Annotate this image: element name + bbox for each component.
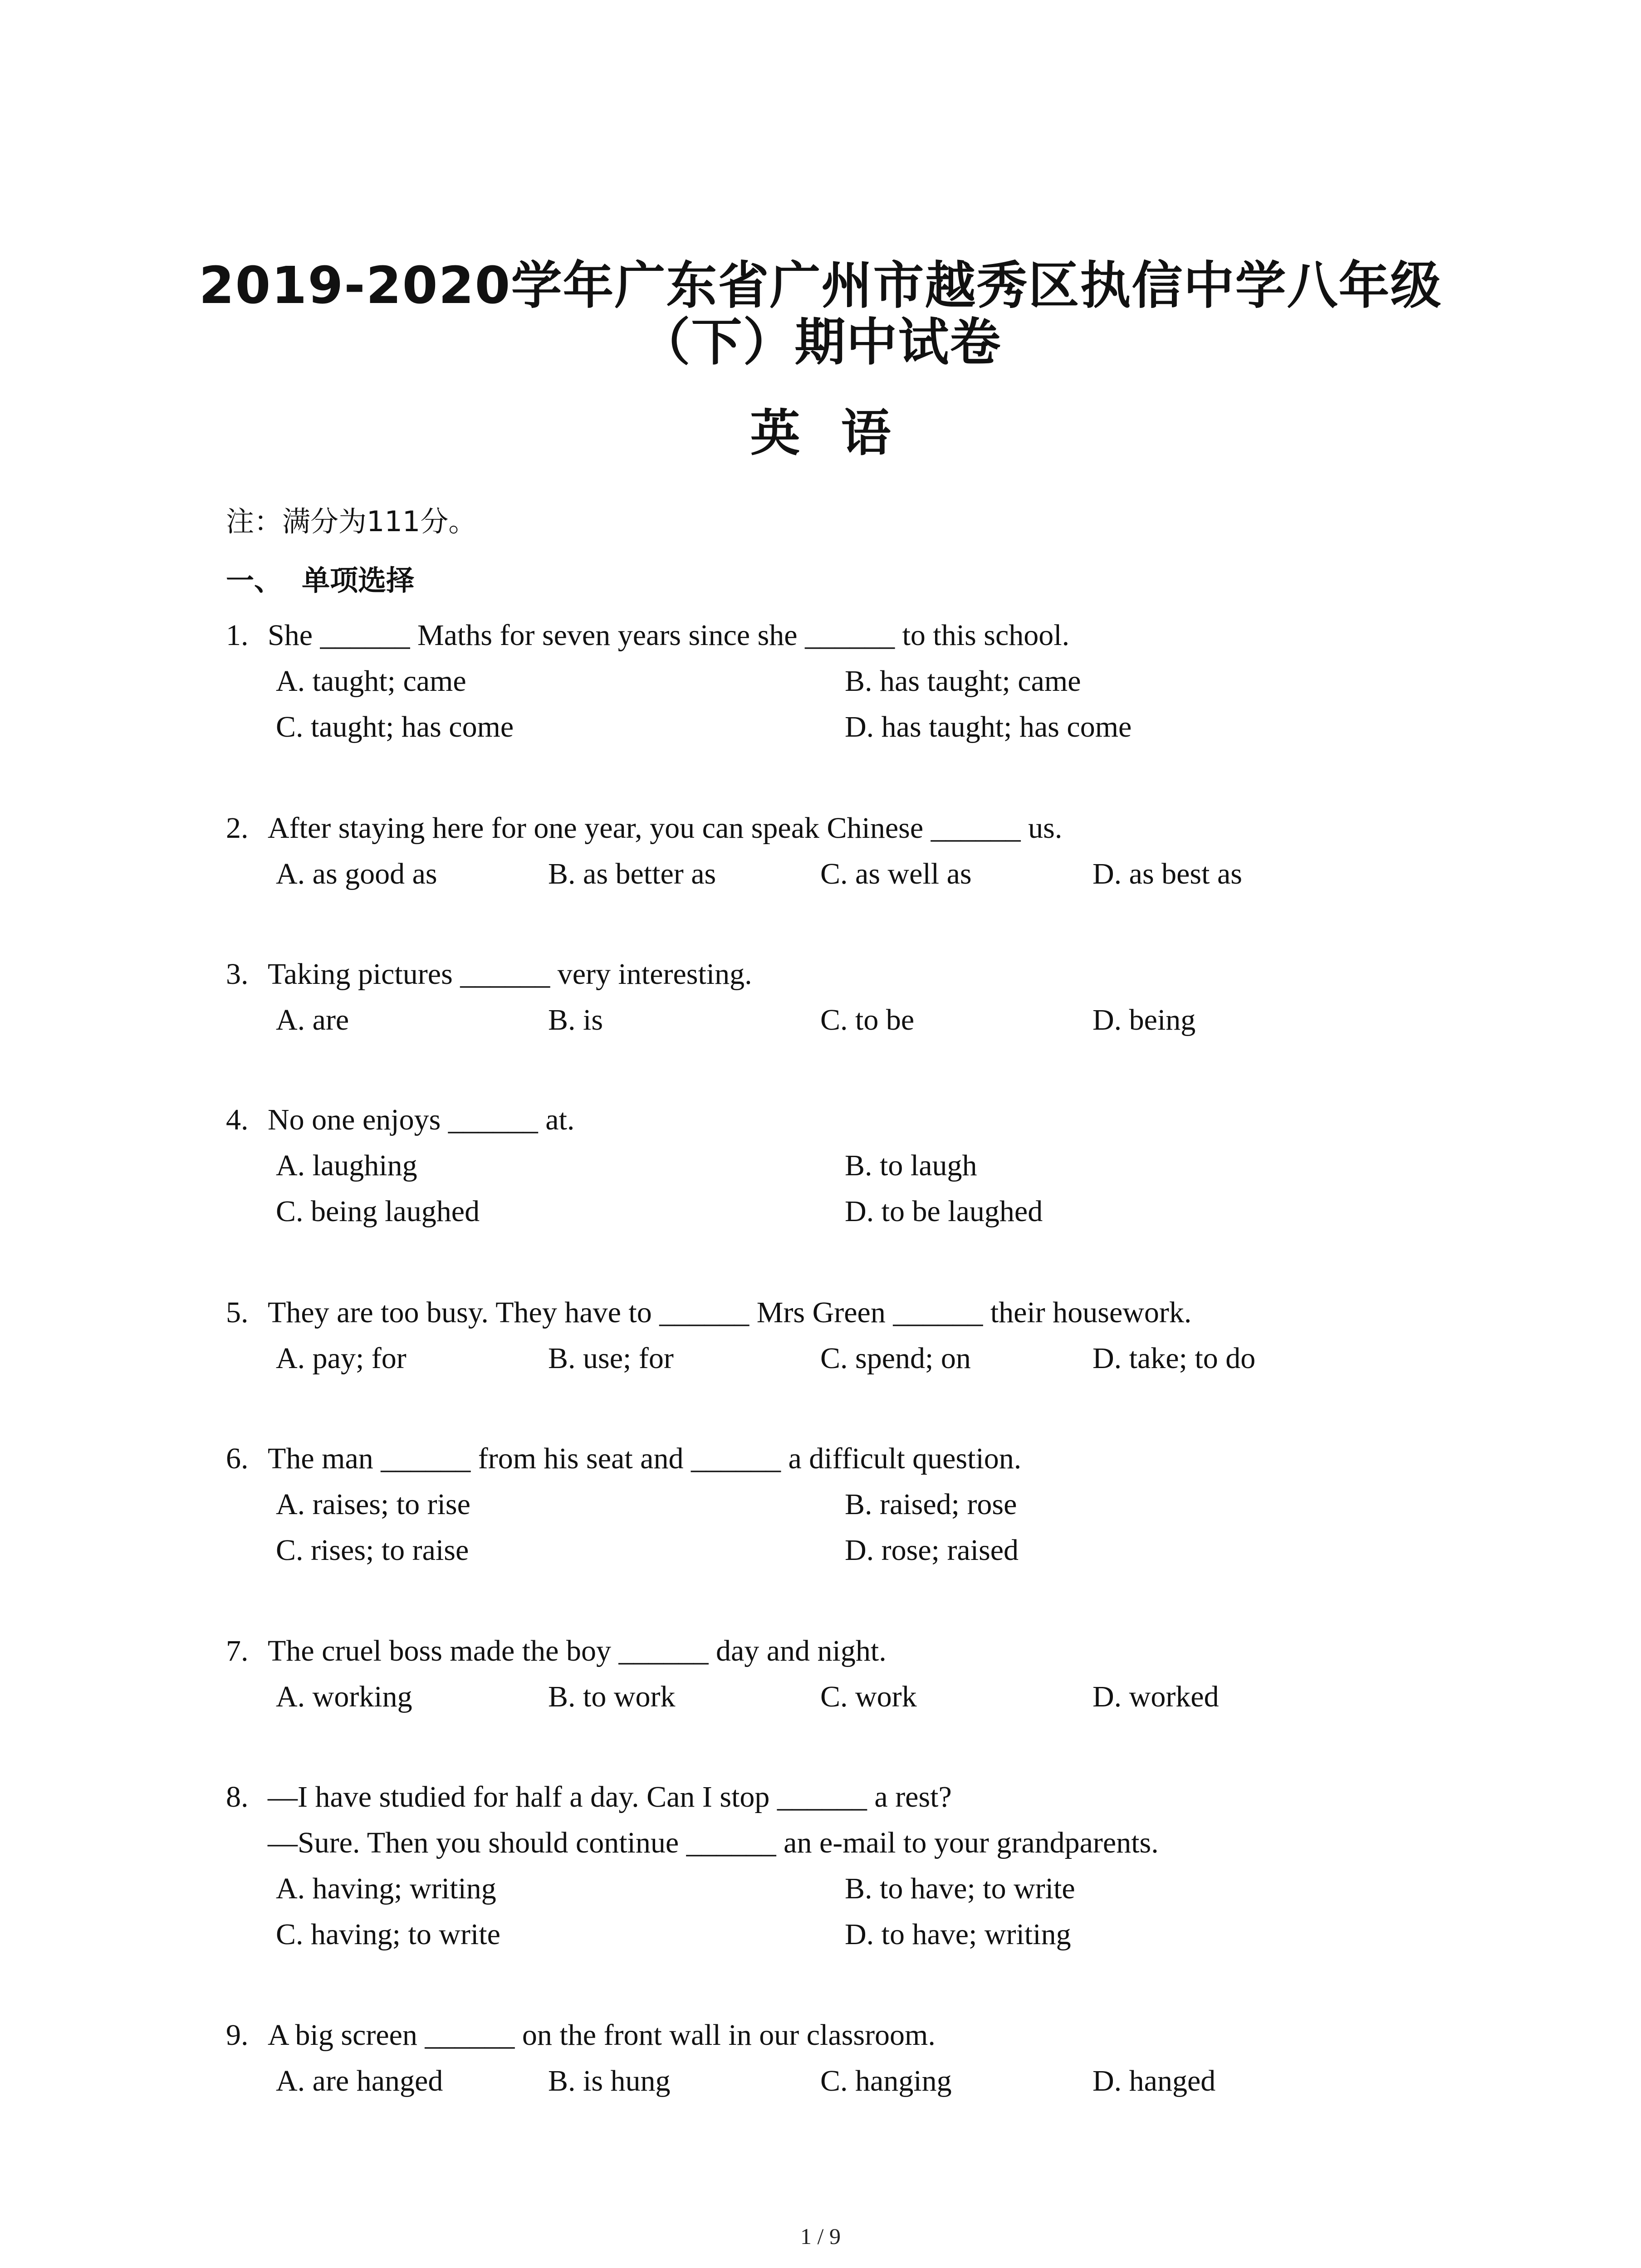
option-d: D. as best as (1092, 857, 1242, 890)
option-c: C. being laughed (276, 1195, 480, 1228)
option-b: B. to laugh (845, 1149, 977, 1182)
question-2 (226, 805, 1451, 897)
page-number: 1 / 9 (800, 2224, 841, 2249)
option-c: C. work (820, 1680, 917, 1713)
question-5 (226, 1290, 1451, 1381)
question-number: 4. (226, 1103, 249, 1136)
question-7 (226, 1628, 1451, 1720)
options-grid (226, 1481, 1451, 1573)
question-8 (226, 1774, 1451, 1957)
option-b: B. use; for (548, 1342, 674, 1375)
question-3 (226, 951, 1451, 1043)
question-number: 3. (226, 958, 249, 991)
options-grid (226, 2058, 1451, 2104)
option-d: D. rose; raised (845, 1534, 1019, 1567)
option-a: A. as good as (276, 857, 437, 890)
option-c: C. to be (820, 1003, 915, 1036)
options-grid (226, 997, 1451, 1043)
question-number: 5. (226, 1296, 249, 1329)
options-grid (226, 1674, 1451, 1720)
option-b: B. has taught; came (845, 665, 1081, 698)
subject-heading: 英语 (750, 404, 932, 462)
question-stem: The man ______ from his seat and ______ a difficult question. (268, 1442, 1022, 1475)
option-d: D. worked (1092, 1680, 1219, 1713)
option-c: C. taught; has come (276, 710, 514, 743)
option-d: D. to have; writing (845, 1918, 1071, 1951)
option-c: C. spend; on (820, 1342, 971, 1375)
question-stem: Taking pictures ______ very interesting. (268, 958, 752, 991)
option-a: A. raises; to rise (276, 1488, 470, 1521)
option-d: D. take; to do (1092, 1342, 1256, 1375)
section-heading: 一、 单项选择 (226, 564, 415, 597)
question-number: 7. (226, 1634, 249, 1667)
option-a: A. taught; came (276, 665, 466, 698)
question-stem-reply: —Sure. Then you should continue ______ an e-mail to your grandparents. (268, 1826, 1159, 1859)
question-1 (226, 612, 1451, 750)
option-c: C. hanging (820, 2064, 952, 2097)
question-stem: No one enjoys ______ at. (268, 1103, 575, 1136)
option-c: C. rises; to raise (276, 1534, 469, 1567)
option-a: A. are hanged (276, 2064, 443, 2097)
question-number: 8. (226, 1780, 249, 1813)
score-note: 注：满分为111分。 (226, 505, 477, 538)
option-d: D. to be laughed (845, 1195, 1043, 1228)
question-number: 1. (226, 619, 249, 652)
question-stem: The cruel boss made the boy ______ day and night. (268, 1634, 887, 1667)
option-d: D. has taught; has come (845, 710, 1132, 743)
option-c: C. having; to write (276, 1918, 500, 1951)
question-6 (226, 1436, 1451, 1573)
option-d: D. hanged (1092, 2064, 1216, 2097)
option-a: A. working (276, 1680, 412, 1713)
question-stem: After staying here for one year, you can speak Chinese ______ us. (268, 811, 1063, 845)
question-4 (226, 1097, 1451, 1234)
exam-title-line2: （下）期中试卷 (639, 313, 1002, 372)
option-d: D. being (1092, 1003, 1196, 1036)
question-number: 6. (226, 1442, 249, 1475)
question-9 (226, 2012, 1451, 2104)
option-b: B. raised; rose (845, 1488, 1017, 1521)
option-b: B. to work (548, 1680, 676, 1713)
question-stem: They are too busy. They have to ______ Mrs Green ______ their housework. (268, 1296, 1192, 1329)
options-grid (226, 1866, 1451, 1957)
option-c: C. as well as (820, 857, 972, 890)
options-grid (226, 1335, 1451, 1381)
options-grid (226, 851, 1451, 897)
question-stem: She ______ Maths for seven years since she ______ to this school. (268, 619, 1070, 652)
option-b: B. to have; to write (845, 1872, 1075, 1905)
question-stem: —I have studied for half a day. Can I stop ______ a rest? (268, 1780, 952, 1813)
option-b: B. as better as (548, 857, 716, 890)
option-a: A. pay; for (276, 1342, 407, 1375)
exam-title-line1: 2019-2020学年广东省广州市越秀区执信中学八年级 (199, 256, 1442, 315)
option-a: A. having; writing (276, 1872, 496, 1905)
options-grid (226, 658, 1451, 750)
options-grid (226, 1143, 1451, 1234)
question-number: 2. (226, 811, 249, 845)
option-a: A. laughing (276, 1149, 417, 1182)
option-b: B. is hung (548, 2064, 671, 2097)
option-a: A. are (276, 1003, 349, 1036)
question-stem: A big screen ______ on the front wall in our classroom. (268, 2019, 936, 2052)
option-b: B. is (548, 1003, 603, 1036)
question-number: 9. (226, 2019, 249, 2052)
